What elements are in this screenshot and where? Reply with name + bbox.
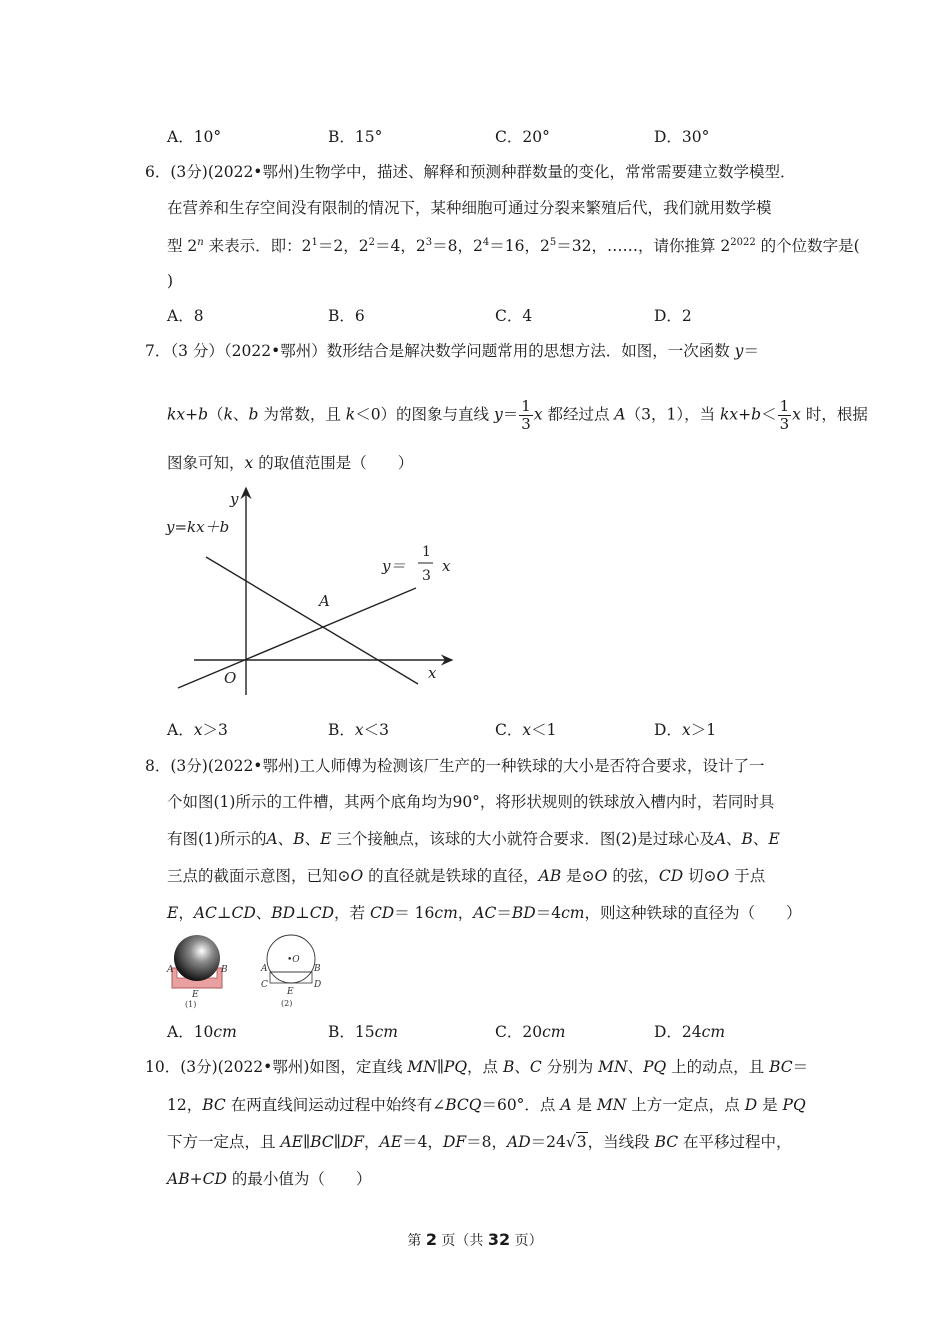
q10-line-2: 12，BC 在两直线间运动过程中始终有∠BCQ＝60°．点 A 是 MN 上方一定点，点 D 是 PQ: [167, 1096, 806, 1114]
q6-line-3: 型 2$^n$ 来表示．即：$2^1=2$，$2^2=4$，$2^3=8$，$2^4=16$，$2^5=32$，……，请你推算 $2^{2022}$ 的个位数字是(: [167, 237, 860, 255]
q5-option-c: C．20°: [495, 128, 550, 146]
fig2-label-b: B: [314, 964, 321, 974]
fig2-label-c: C: [261, 980, 268, 990]
q5-option-b: B．15°: [328, 128, 383, 146]
q6-line-4: ): [167, 272, 174, 290]
q7-line-3: 图象可知，x 的取值范围是（ ）: [167, 454, 414, 472]
q5-option-d: D．30°: [654, 128, 710, 146]
fig1-label-b: B: [221, 965, 228, 975]
q10-line-3: 下方一定点，且 AE∥BC∥DF，AE＝4，DF＝8，AD＝24√3，当线段 BC 在平移过程中，: [167, 1133, 792, 1151]
fig2-label-e: E: [287, 987, 294, 997]
iron-ball: [174, 935, 220, 981]
q8-figure-1-ball-in-groove: [165, 932, 235, 1012]
q8-option-b: B．15cm: [328, 1023, 399, 1041]
q6-option-a: A．8: [167, 307, 204, 325]
q8-line-3: 有图(1)所示的A、B、E 三个接触点，该球的大小就符合要求．图(2)是过球心及A、B、E: [167, 830, 780, 848]
q8-line-1: 8．(3分)(2022•鄂州)工人师傅为检测该厂生产的一种铁球的大小是否符合要求，设计了一: [145, 757, 765, 775]
fig2-label-a: A: [261, 964, 268, 974]
q8-option-d: D．24cm: [654, 1023, 726, 1041]
page-footer: 第 2 页（共 32 页）: [407, 1230, 543, 1249]
q7-option-a: A．x＞3: [167, 721, 228, 739]
page-number: 2: [425, 1230, 437, 1249]
point-a-label: A: [319, 592, 330, 610]
q6-option-d: D．2: [654, 307, 692, 325]
q6-option-c: C．4: [495, 307, 533, 325]
fig2-label-d: D: [314, 980, 322, 990]
fig1-caption: (1): [185, 1000, 197, 1009]
q5-option-a: A．10°: [167, 128, 222, 146]
q8-figure-2-cross-section: [257, 932, 329, 1012]
fraction-one-third: $\frac{1}{3}$: [521, 397, 531, 433]
fig1-label-e: E: [192, 990, 199, 1000]
q6-line-2: 在营养和生存空间没有限制的情况下，某种细胞可通过分裂来繁殖后代，我们就用数学模: [167, 199, 772, 217]
fig2-caption: (2): [281, 999, 293, 1008]
fraction-one-third-2: $\frac{1}{3}$: [779, 397, 790, 433]
sqrt-3: √3: [565, 1133, 587, 1151]
q8-line-4: 三点的截面示意图，已知⊙O 的直径就是铁球的直径，AB 是⊙O 的弦，CD 切⊙O 于点: [167, 867, 766, 885]
total-pages: 32: [487, 1230, 511, 1249]
line-y-one-third-x: [178, 588, 416, 688]
q8-line-5: E，AC⊥CD、BD⊥CD，若 CD＝ 16cm，AC＝BD＝4cm，则这种铁球的直径为（ ）: [167, 904, 802, 922]
fig2-label-o: •O: [287, 955, 300, 965]
q8-option-c: C．20cm: [495, 1023, 566, 1041]
q7-option-b: B．x＜3: [328, 721, 390, 739]
q8-option-a: A．10cm: [167, 1023, 237, 1041]
q7-option-c: C．x＜1: [495, 721, 557, 739]
y-axis-label: y: [230, 490, 239, 508]
q6-line-1: 6．(3分)(2022•鄂州)生物学中，描述、解释和预测种群数量的变化，常常需要建立数学模型．: [145, 163, 796, 181]
q6-option-b: B．6: [328, 307, 365, 325]
line-one-third-label-den: 3: [422, 568, 431, 584]
line-kx-b-label: y=kx＋b: [166, 518, 230, 536]
fig1-label-a: A: [167, 965, 174, 975]
origin-label: O: [224, 669, 237, 687]
x-axis-label: x: [428, 664, 437, 682]
line-y-kx-plus-b: [206, 557, 418, 684]
q8-line-2: 个如图(1)所示的工件槽，其两个底角均为90°，将形状规则的铁球放入槽内时，若同时具: [167, 793, 775, 811]
q7-option-d: D．x＞1: [654, 721, 717, 739]
line-one-third-label-num: 1: [422, 544, 431, 560]
q7-line-2: kx+b（k、b 为常数，且 k＜0）的图象与直线 y＝ $\frac{1}{3}$ x 都经过点 A（3，1），当 kx+b＜ $\frac{1}{3}$ x 时，根据: [167, 397, 868, 433]
q7-function-graph: [160, 480, 470, 705]
q10-line-4: AB+CD 的最小值为（ ）: [167, 1170, 372, 1188]
q10-line-1: 10．(3分)(2022•鄂州)如图，定直线 MN∥PQ，点 B、C 分别为 MN、PQ 上的动点，且 BC＝: [145, 1058, 809, 1076]
line-one-third-label-x: x: [442, 557, 451, 575]
line-one-third-label-prefix: y＝: [382, 557, 406, 575]
q7-line-1: 7．（3 分）（2022•鄂州）数形结合是解决数学问题常用的思想方法．如图，一次函数 y＝: [145, 342, 759, 360]
